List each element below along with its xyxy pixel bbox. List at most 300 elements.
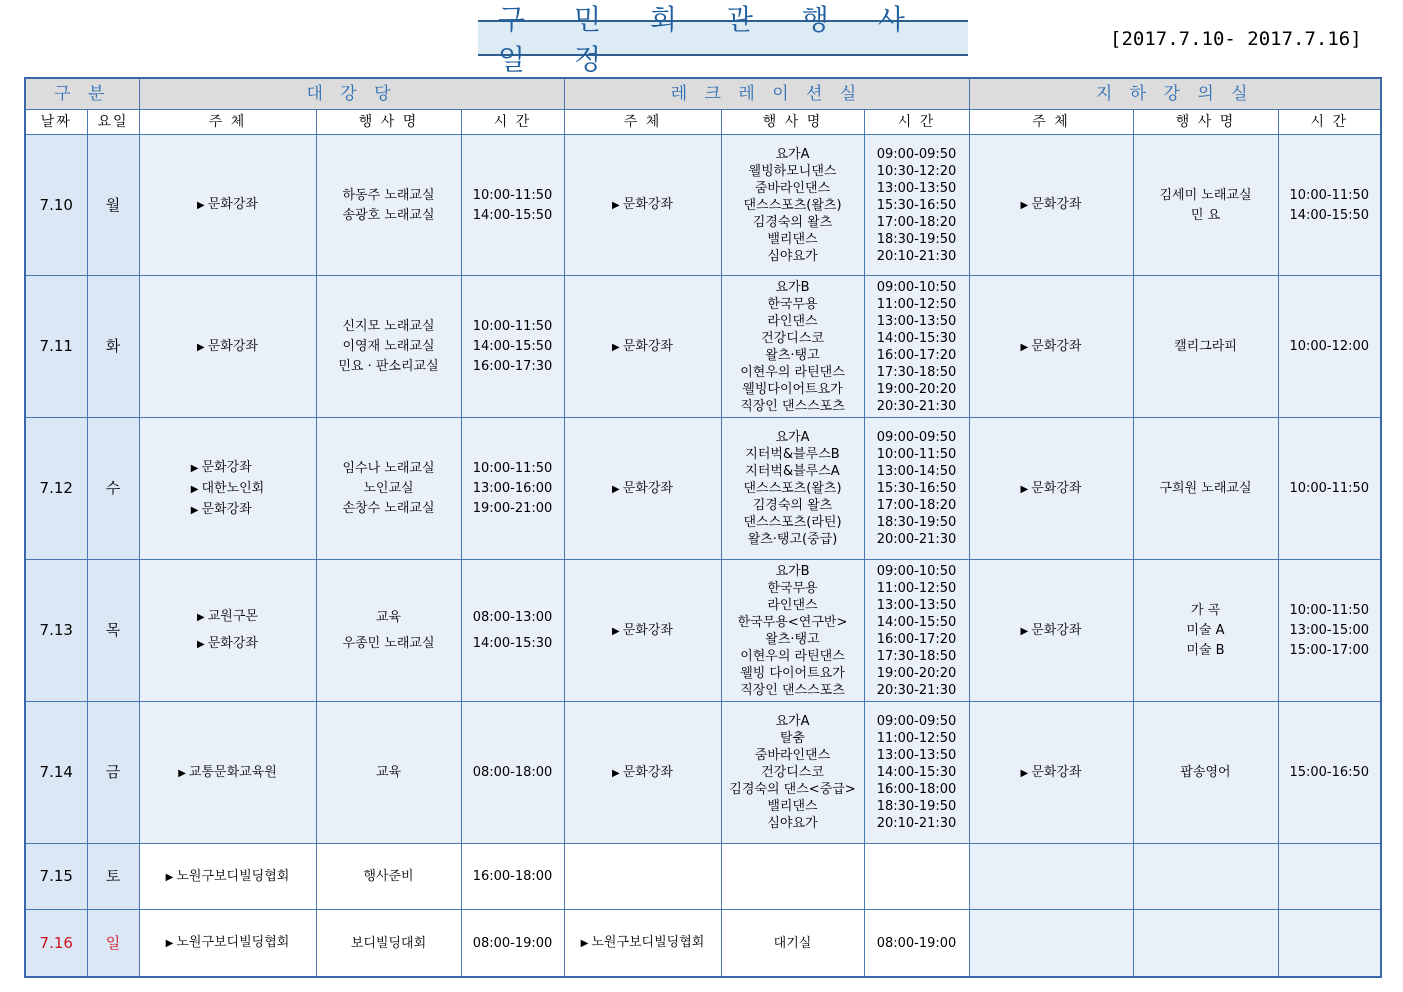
event-name: 건강디스코 (761, 330, 824, 346)
event-name: 손창수 노래교실 (342, 501, 435, 516)
event-time: 17:00-18:20 (876, 498, 957, 513)
table-row (25, 560, 1381, 702)
event-name: 요가B (775, 279, 810, 295)
date-cell: 7.15 (25, 844, 87, 910)
triangle-right-icon: ▶ (165, 938, 174, 949)
rec-event-cell (721, 560, 864, 702)
header-base-event: 행 사 명 (1133, 110, 1278, 135)
base-host-cell (969, 702, 1133, 844)
base-host-cell (969, 560, 1133, 702)
base-time-cell (1278, 135, 1381, 276)
event-time: 11:00-12:50 (876, 580, 957, 596)
event-time: 17:00-18:20 (876, 214, 957, 230)
rec-host-cell (564, 560, 721, 702)
header-rec-event: 행 사 명 (721, 110, 864, 135)
base-time-cell (1278, 844, 1381, 910)
event-time: 13:00-16:00 (472, 481, 553, 496)
event-time: 15:30-16:50 (876, 197, 957, 213)
event-time: 14:00-15:50 (472, 207, 553, 223)
event-name: 라인댄스 (767, 313, 818, 329)
host-entry (197, 635, 258, 653)
event-name: 이현우의 라틴댄스 (740, 648, 845, 664)
event-time: 08:00-19:00 (876, 935, 957, 951)
weekday-cell: 월 (87, 135, 139, 276)
event-time: 15:30-16:50 (876, 481, 957, 496)
event-time: 10:30-12:20 (876, 163, 957, 179)
host-entry (1021, 338, 1082, 356)
event-time: 10:00-11:50 (1289, 187, 1370, 203)
header-hall-event: 행 사 명 (316, 110, 461, 135)
event-time: 13:00-14:50 (876, 464, 957, 479)
event-time: 16:00-17:30 (472, 359, 553, 374)
hall-event-cell (316, 702, 461, 844)
base-host-cell (969, 135, 1133, 276)
base-host-list (1021, 619, 1082, 643)
base-event-cell (1133, 418, 1278, 560)
table-row (25, 910, 1381, 978)
event-time: 08:00-13:00 (472, 610, 553, 625)
date-cell: 7.10 (25, 135, 87, 276)
base-host-cell (969, 844, 1133, 910)
event-time: 13:00-15:00 (1289, 623, 1370, 638)
triangle-right-icon: ▶ (612, 767, 620, 779)
event-time: 11:00-12:50 (876, 296, 957, 312)
host-name: 문화강좌 (1031, 622, 1082, 638)
host-name: 문화강좌 (1031, 197, 1082, 212)
weekday-cell: 화 (87, 276, 139, 418)
base-event-cell (1133, 560, 1278, 702)
header-date: 날짜 (25, 110, 87, 135)
rec-host-cell (564, 276, 721, 418)
event-time: 10:00-11:50 (472, 319, 553, 334)
event-time: 16:00-18:00 (472, 869, 553, 884)
event-name: 줌바라인댄스 (754, 180, 831, 196)
host-entry (1021, 622, 1082, 640)
triangle-right-icon: ▶ (612, 625, 620, 637)
triangle-right-icon: ▶ (1020, 341, 1029, 353)
base-event-cell (1133, 702, 1278, 844)
triangle-right-icon: ▶ (612, 483, 620, 495)
hall-host-list (191, 456, 265, 522)
host-entry (178, 764, 277, 782)
host-name: 문화강좌 (622, 197, 673, 212)
event-time: 19:00-20:20 (876, 665, 957, 681)
event-time: 15:00-16:50 (1289, 765, 1370, 780)
event-name: 심야요가 (767, 816, 818, 831)
base-host-list (1021, 764, 1082, 782)
event-time: 10:00-11:50 (472, 187, 553, 203)
rec-event-cell (721, 844, 864, 910)
event-time: 20:00-21:30 (876, 532, 957, 547)
header-room-basement: 지 하 강 의 실 (969, 78, 1381, 110)
rec-time-cell (864, 844, 969, 910)
event-time: 09:00-10:50 (876, 563, 957, 579)
event-time: 16:00-18:00 (876, 782, 957, 797)
event-name: 교육 (375, 765, 402, 780)
host-entry (612, 764, 673, 782)
rec-host-list (581, 934, 705, 952)
hall-event-cell (316, 910, 461, 978)
base-time-cell (1278, 276, 1381, 418)
hall-event-cell (316, 135, 461, 276)
event-time: 17:30-18:50 (876, 648, 957, 664)
host-entry (612, 480, 673, 498)
event-name: 캘리그라피 (1174, 339, 1237, 354)
event-name: 미술 B (1186, 643, 1225, 658)
hall-time-cell (461, 418, 564, 560)
event-time: 18:30-19:50 (876, 515, 957, 530)
base-event-cell (1133, 276, 1278, 418)
header-row-rooms (25, 78, 1381, 110)
event-name: 요가A (775, 714, 810, 729)
base-event-cell (1133, 910, 1278, 978)
host-entry (191, 459, 265, 477)
event-time: 11:00-12:50 (876, 731, 957, 746)
event-time: 09:00-10:50 (876, 279, 957, 295)
weekday-cell: 목 (87, 560, 139, 702)
event-time: 13:00-13:50 (876, 180, 957, 196)
event-time: 15:00-17:00 (1289, 643, 1370, 658)
event-name: 김경숙의 왈츠 (752, 214, 833, 230)
host-entry (191, 501, 265, 519)
triangle-right-icon: ▶ (197, 612, 205, 623)
weekday-cell: 수 (87, 418, 139, 560)
event-name: 노인교실 (363, 481, 414, 496)
event-time: 14:00-15:30 (876, 765, 957, 780)
event-name: 우종민 노래교실 (342, 636, 435, 651)
event-time: 09:00-09:50 (876, 146, 957, 162)
host-name: 노원구보디빌딩협회 (591, 935, 705, 950)
triangle-right-icon: ▶ (1020, 767, 1029, 779)
hall-host-cell (139, 910, 316, 978)
hall-event-cell (316, 844, 461, 910)
event-name: 한국무용 (767, 580, 818, 596)
event-time: 13:00-13:50 (876, 597, 957, 613)
event-name: 임수나 노래교실 (342, 461, 435, 476)
hall-event-cell (316, 560, 461, 702)
hall-event-cell (316, 276, 461, 418)
event-time: 18:30-19:50 (876, 231, 957, 247)
host-name: 문화강좌 (1031, 338, 1082, 354)
base-host-list (1021, 193, 1082, 217)
event-name: 왈츠·탱고 (765, 631, 820, 647)
table-row (25, 844, 1381, 910)
page-title-box (478, 3, 968, 76)
rec-time-cell (864, 135, 969, 276)
host-name: 문화강좌 (1031, 480, 1082, 496)
hall-time-cell (461, 560, 564, 702)
weekday-cell: 토 (87, 844, 139, 910)
event-name: 직장인 댄스스포츠 (740, 682, 845, 698)
base-event-cell (1133, 135, 1278, 276)
event-time: 10:00-11:50 (876, 447, 957, 462)
host-entry (612, 622, 673, 640)
event-name: 이영재 노래교실 (342, 339, 435, 354)
host-name: 문화강좌 (207, 338, 258, 354)
header-hall-time: 시 간 (461, 110, 564, 135)
event-time: 10:00-11:50 (1289, 603, 1370, 618)
hall-event-cell (316, 418, 461, 560)
hall-host-cell (139, 418, 316, 560)
date-cell: 7.14 (25, 702, 87, 844)
event-name: 행사준비 (363, 869, 414, 884)
event-time: 18:30-19:50 (876, 799, 957, 814)
rec-event-cell (721, 276, 864, 418)
host-name: 문화강좌 (207, 197, 258, 212)
event-time: 10:00-12:00 (1289, 339, 1370, 354)
event-time: 16:00-17:20 (876, 631, 957, 647)
event-name: 구희원 노래교실 (1159, 481, 1252, 496)
host-entry (612, 338, 673, 356)
event-name: 밸리댄스 (767, 231, 818, 247)
host-entry (1021, 764, 1082, 782)
event-name: 요가A (775, 430, 810, 445)
host-entry (191, 480, 265, 498)
rec-host-list (612, 622, 673, 640)
rec-host-cell (564, 702, 721, 844)
host-name: 문화강좌 (622, 622, 673, 638)
hall-host-cell (139, 135, 316, 276)
event-name: 이현우의 라틴댄스 (740, 364, 845, 380)
schedule-table (24, 77, 1382, 978)
event-name: 밸리댄스 (767, 799, 818, 814)
event-name: 민요 · 판소리교실 (338, 359, 439, 374)
host-entry (1021, 196, 1082, 214)
triangle-right-icon: ▶ (612, 341, 620, 353)
event-name: 한국무용 (767, 296, 818, 312)
header-row-columns (25, 110, 1381, 135)
event-name: 요가A (775, 146, 810, 162)
triangle-right-icon: ▶ (580, 938, 589, 949)
rec-host-cell (564, 910, 721, 978)
host-name: 문화강좌 (207, 636, 258, 651)
host-name: 교원구몬 (207, 609, 258, 624)
rec-time-cell (864, 276, 969, 418)
event-name: 김세미 노래교실 (1159, 187, 1252, 203)
hall-time-cell (461, 702, 564, 844)
event-name: 하동주 노래교실 (342, 187, 435, 203)
host-entry (197, 196, 258, 214)
base-host-cell (969, 910, 1133, 978)
host-entry (166, 868, 290, 886)
host-name: 문화강좌 (201, 501, 252, 517)
rec-host-list (612, 338, 673, 356)
event-name: 건강디스코 (761, 765, 824, 780)
event-name: 신지모 노래교실 (342, 319, 435, 334)
rec-event-cell (721, 702, 864, 844)
date-cell: 7.12 (25, 418, 87, 560)
hall-time-cell (461, 910, 564, 978)
hall-host-list (197, 193, 258, 217)
host-name: 문화강좌 (622, 764, 673, 780)
rec-host-list (612, 480, 673, 498)
hall-time-cell (461, 276, 564, 418)
event-time: 19:00-20:20 (876, 381, 957, 397)
event-name: 라인댄스 (767, 597, 818, 613)
rec-host-list (612, 196, 673, 214)
date-cell: 7.16 (25, 910, 87, 978)
event-name: 왈츠·탱고 (765, 347, 820, 363)
event-time: 08:00-19:00 (472, 935, 553, 951)
header-base-host: 주 체 (969, 110, 1133, 135)
triangle-right-icon: ▶ (612, 200, 620, 211)
host-name: 문화강좌 (1031, 764, 1082, 780)
triangle-right-icon: ▶ (197, 200, 205, 211)
triangle-right-icon: ▶ (197, 341, 205, 353)
event-name: 김경숙의 왈츠 (752, 498, 833, 513)
host-entry (166, 934, 290, 952)
event-name: 왈츠·탱고(중급) (747, 532, 838, 547)
date-cell: 7.11 (25, 276, 87, 418)
event-time: 14:00-15:50 (1289, 207, 1370, 223)
event-name: 송광호 노래교실 (342, 207, 435, 223)
hall-host-list (197, 335, 258, 359)
event-time: 20:10-21:30 (876, 816, 957, 831)
event-time: 14:00-15:30 (876, 330, 957, 346)
event-name: 대기실 (773, 935, 812, 951)
hall-host-cell (139, 276, 316, 418)
table-row (25, 418, 1381, 560)
schedule-period: [2017.7.10- 2017.7.16] (1110, 28, 1362, 50)
triangle-right-icon: ▶ (190, 483, 199, 495)
base-event-cell (1133, 844, 1278, 910)
hall-host-list (197, 599, 258, 662)
triangle-right-icon: ▶ (197, 639, 205, 650)
triangle-right-icon: ▶ (165, 871, 174, 883)
base-host-list (1021, 480, 1082, 498)
event-name: 요가B (775, 563, 810, 579)
event-name: 김경숙의 댄스<중급> (729, 782, 856, 797)
table-row (25, 276, 1381, 418)
event-name: 댄스스포츠(왈츠) (743, 197, 842, 213)
host-entry (581, 934, 705, 952)
event-name: 지터벅&블루스A (745, 464, 840, 479)
event-name: 교육 (375, 610, 402, 625)
event-time: 13:00-13:50 (876, 313, 957, 329)
header-room-hall: 대 강 당 (139, 78, 564, 110)
event-time: 10:00-11:50 (472, 461, 553, 476)
host-name: 노원구보디빌딩협회 (176, 935, 290, 950)
host-entry (197, 338, 258, 356)
schedule-body (25, 135, 1381, 978)
header-base-time: 시 간 (1278, 110, 1381, 135)
triangle-right-icon: ▶ (1020, 625, 1029, 637)
date-cell: 7.13 (25, 560, 87, 702)
table-row (25, 702, 1381, 844)
hall-host-cell (139, 844, 316, 910)
header-weekday: 요일 (87, 110, 139, 135)
hall-time-cell (461, 135, 564, 276)
event-time: 17:30-18:50 (876, 364, 957, 380)
event-time: 16:00-17:20 (876, 347, 957, 363)
event-name: 웰빙 다이어트요가 (740, 665, 845, 681)
triangle-right-icon: ▶ (1020, 483, 1029, 495)
host-name: 문화강좌 (622, 338, 673, 354)
base-time-cell (1278, 910, 1381, 978)
triangle-right-icon: ▶ (190, 462, 199, 474)
host-name: 문화강좌 (622, 480, 673, 496)
rec-host-cell (564, 135, 721, 276)
base-host-list (1021, 338, 1082, 356)
host-name: 문화강좌 (201, 459, 252, 475)
hall-host-list (178, 764, 277, 782)
event-name: 웰빙다이어트요가 (742, 381, 843, 397)
host-entry (612, 196, 673, 214)
event-name: 가 곡 (1190, 603, 1221, 618)
triangle-right-icon: ▶ (1020, 200, 1029, 211)
weekday-cell: 일 (87, 910, 139, 978)
hall-time-cell (461, 844, 564, 910)
header-hall-host: 주 체 (139, 110, 316, 135)
base-time-cell (1278, 560, 1381, 702)
event-name: 댄스스포츠(라틴) (743, 515, 842, 530)
event-name: 미술 A (1186, 623, 1225, 638)
rec-event-cell (721, 135, 864, 276)
event-time: 09:00-09:50 (876, 714, 957, 729)
rec-time-cell (864, 418, 969, 560)
weekday-cell: 금 (87, 702, 139, 844)
event-time: 14:00-15:50 (876, 614, 957, 630)
header-rec-time: 시 간 (864, 110, 969, 135)
header-group-label: 구 분 (25, 78, 139, 110)
event-time: 20:30-21:30 (876, 682, 957, 698)
page-title: 구 민 회 관 행 사 일 정 (498, 3, 925, 76)
event-time: 20:10-21:30 (876, 248, 957, 264)
event-name: 민 요 (1190, 207, 1221, 223)
hall-host-cell (139, 702, 316, 844)
base-time-cell (1278, 418, 1381, 560)
event-name: 심야요가 (767, 248, 818, 264)
rec-event-cell (721, 910, 864, 978)
rec-host-cell (564, 844, 721, 910)
event-name: 팝송영어 (1180, 765, 1231, 780)
host-name: 교통문화교육원 (188, 764, 277, 780)
event-time: 09:00-09:50 (876, 430, 957, 445)
event-name: 직장인 댄스스포츠 (740, 398, 845, 414)
base-host-cell (969, 418, 1133, 560)
event-name: 웰빙하모니댄스 (748, 163, 837, 179)
base-time-cell (1278, 702, 1381, 844)
event-name: 탈춤 (779, 731, 806, 746)
hall-host-cell (139, 560, 316, 702)
triangle-right-icon: ▶ (190, 504, 199, 516)
event-name: 보디빌딩대회 (350, 935, 427, 951)
event-name: 지터벅&블루스B (745, 447, 840, 462)
event-name: 댄스스포츠(왈츠) (743, 481, 842, 496)
event-time: 08:00-18:00 (472, 765, 553, 780)
header-room-recreation: 레 크 레 이 션 실 (564, 78, 969, 110)
event-name: 줌바라인댄스 (754, 748, 831, 763)
rec-host-list (612, 764, 673, 782)
event-time: 19:00-21:00 (472, 501, 553, 516)
host-entry (197, 608, 258, 626)
rec-time-cell (864, 702, 969, 844)
host-name: 대한노인회 (201, 480, 265, 496)
event-name: 한국무용<연구반> (737, 614, 848, 630)
base-host-cell (969, 276, 1133, 418)
event-time: 20:30-21:30 (876, 398, 957, 414)
triangle-right-icon: ▶ (178, 767, 186, 779)
host-name: 노원구보디빌딩협회 (176, 868, 290, 884)
hall-host-list (166, 934, 290, 952)
rec-host-cell (564, 418, 721, 560)
header-rec-host: 주 체 (564, 110, 721, 135)
event-time: 14:00-15:50 (472, 339, 553, 354)
rec-event-cell (721, 418, 864, 560)
event-time: 14:00-15:30 (472, 636, 553, 651)
rec-time-cell (864, 560, 969, 702)
rec-time-cell (864, 910, 969, 978)
